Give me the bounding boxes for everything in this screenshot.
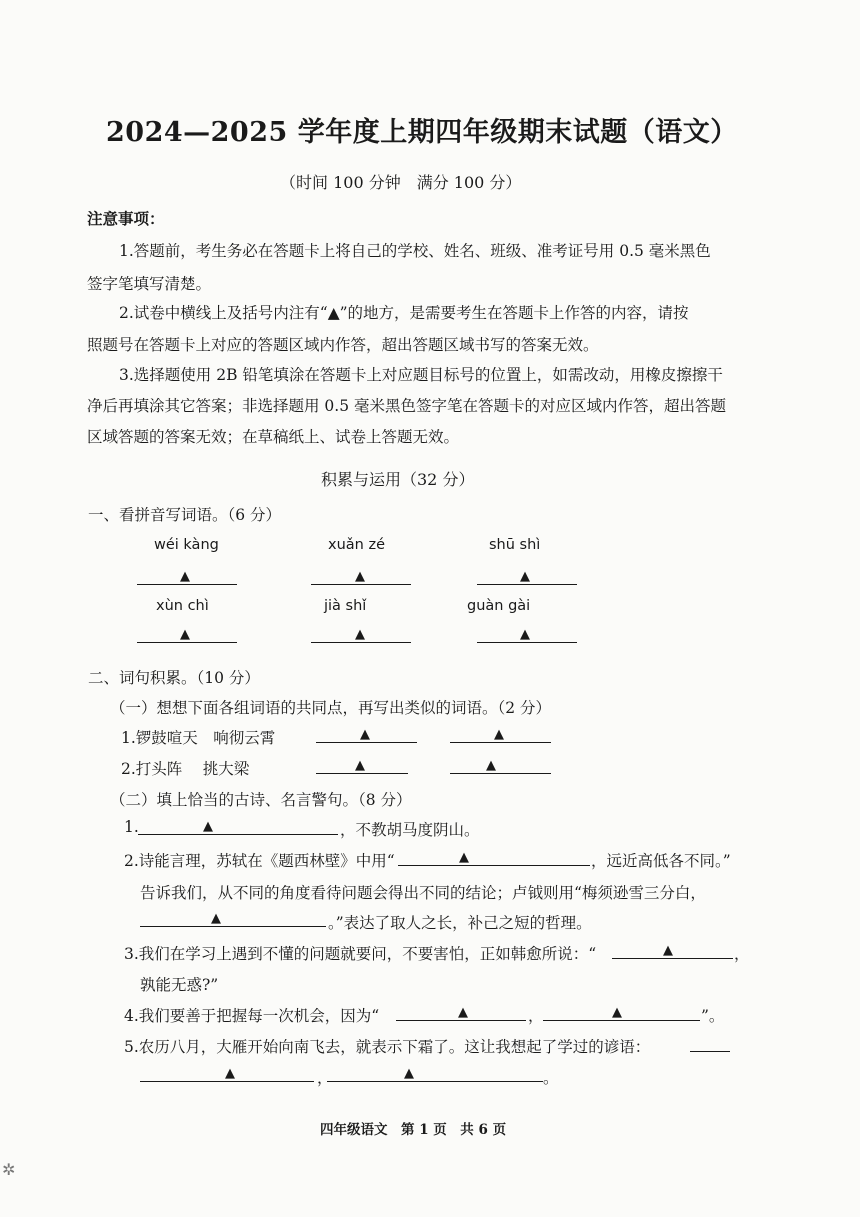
pinyin-3: shū shì <box>489 537 541 553</box>
pinyin-4: xùn chì <box>156 598 209 614</box>
exam-subtitle: （时间 100 分钟 满分 100 分） <box>280 173 522 192</box>
pinyin-6: guàn gài <box>467 598 531 614</box>
answer-blank[interactable] <box>140 1081 314 1082</box>
answer-blank[interactable] <box>316 742 417 743</box>
answer-blank[interactable] <box>311 584 411 585</box>
q2-row1: 1.锣鼓喧天 响彻云霄 <box>121 729 276 747</box>
q2-heading: 二、词句积累。（10 分） <box>88 669 260 687</box>
answer-blank[interactable] <box>450 742 551 743</box>
notice-item-3-cont2: 区域答题的答案无效；在草稿纸上、试卷上答题无效。 <box>87 428 460 446</box>
fill3-text-b: 孰能无惑?” <box>140 976 219 994</box>
q2-row2: 2.打头阵 挑大梁 <box>121 760 250 778</box>
answer-marker-icon: ▲ <box>458 1005 468 1020</box>
fill1-number: 1. <box>124 818 139 836</box>
answer-marker-icon: ▲ <box>225 1066 235 1081</box>
page-footer: 四年级语文 第 1 页 共 6 页 <box>320 1122 507 1138</box>
notice-heading: 注意事项： <box>87 209 165 228</box>
answer-blank[interactable] <box>138 834 338 835</box>
answer-marker-icon: ▲ <box>203 819 213 834</box>
answer-marker-icon: ▲ <box>355 569 365 584</box>
answer-marker-icon: ▲ <box>360 727 370 742</box>
answer-blank[interactable] <box>311 642 411 643</box>
fill4-end: ”。 <box>701 1007 725 1025</box>
answer-marker-icon: ▲ <box>211 911 221 926</box>
notice-item-2-cont: 照题号在答题卡上对应的答题区域内作答，超出答题区域书写的答案无效。 <box>87 336 599 354</box>
pinyin-5: jià shǐ <box>324 598 367 614</box>
pinyin-1: wéi kàng <box>154 537 219 553</box>
answer-blank[interactable] <box>543 1020 700 1021</box>
notice-item-3: 3.选择题使用 2B 铅笔填涂在答题卡上对应题目标号的位置上，如需改动，用橡皮擦擦干 <box>119 366 723 384</box>
answer-marker-icon: ▲ <box>520 569 530 584</box>
notice-item-1-cont: 签字笔填写清楚。 <box>87 275 212 293</box>
answer-blank[interactable] <box>477 642 577 643</box>
fill2-text-b: ，远近高低各不同。” <box>591 852 731 870</box>
fill5-comma: ， <box>317 1069 333 1087</box>
fill5-end: 。 <box>543 1069 559 1087</box>
fill3-comma: ， <box>734 945 750 963</box>
answer-marker-icon: ▲ <box>459 850 469 865</box>
scan-smudge-icon: ✲ <box>2 1160 16 1179</box>
answer-marker-icon: ▲ <box>612 1005 622 1020</box>
answer-marker-icon: ▲ <box>180 627 190 642</box>
answer-blank[interactable] <box>612 958 733 959</box>
fill2-text-a: 2.诗能言理，苏轼在《题西林壁》中用“ <box>124 852 395 870</box>
answer-marker-icon: ▲ <box>355 627 365 642</box>
q2-part2-heading: （二）填上恰当的古诗、名言警句。（8 分） <box>110 791 412 809</box>
answer-blank[interactable] <box>316 773 408 774</box>
notice-item-3-cont: 净后再填涂其它答案；非选择题用 0.5 毫米黑色签字笔在答题卡的对应区域内作答，超出答题 <box>87 397 727 415</box>
answer-marker-icon: ▲ <box>355 758 365 773</box>
answer-blank[interactable] <box>396 1020 526 1021</box>
q1-heading: 一、看拼音写词语。（6 分） <box>88 506 282 524</box>
answer-marker-icon: ▲ <box>486 758 496 773</box>
answer-marker-icon: ▲ <box>520 627 530 642</box>
section-title: 积累与运用（32 分） <box>321 470 475 489</box>
fill4-comma: ， <box>528 1007 544 1025</box>
answer-marker-icon: ▲ <box>494 727 504 742</box>
fill3-text-a: 3.我们在学习上遇到不懂的问题就要问，不要害怕，正如韩愈所说：“ <box>124 945 597 963</box>
fill2-text-c: 告诉我们，从不同的角度看待问题会得出不同的结论；卢钺则用“梅须逊雪三分白， <box>140 884 706 902</box>
fill1-tail: ，不教胡马度阴山。 <box>340 821 480 839</box>
answer-blank[interactable] <box>477 584 577 585</box>
q2-part1-heading: （一）想想下面各组词语的共同点，再写出类似的词语。（2 分） <box>110 699 552 717</box>
fill4-text-a: 4.我们要善于把握每一次机会，因为“ <box>124 1007 380 1025</box>
answer-blank[interactable] <box>140 926 326 927</box>
answer-marker-icon: ▲ <box>180 569 190 584</box>
answer-blank[interactable] <box>137 584 237 585</box>
pinyin-2: xuǎn zé <box>328 537 385 553</box>
answer-blank[interactable] <box>137 642 237 643</box>
exam-title: 2024—2025 学年度上期四年级期末试题（语文） <box>106 117 738 148</box>
answer-blank[interactable] <box>327 1081 543 1082</box>
notice-item-2: 2.试卷中横线上及括号内注有“▲”的地方，是需要考生在答题卡上作答的内容，请按 <box>119 304 689 322</box>
answer-blank[interactable] <box>398 865 590 866</box>
answer-blank[interactable] <box>690 1051 730 1052</box>
answer-blank[interactable] <box>450 773 551 774</box>
fill5-text-a: 5.农历八月，大雁开始向南飞去，就表示下霜了。这让我想起了学过的谚语： <box>124 1038 651 1056</box>
fill2-text-d: 。”表达了取人之长，补己之短的哲理。 <box>328 914 592 932</box>
answer-marker-icon: ▲ <box>404 1066 414 1081</box>
answer-marker-icon: ▲ <box>663 943 673 958</box>
notice-item-1: 1.答题前，考生务必在答题卡上将自己的学校、姓名、班级、准考证号用 0.5 毫米黑色 <box>119 242 711 260</box>
